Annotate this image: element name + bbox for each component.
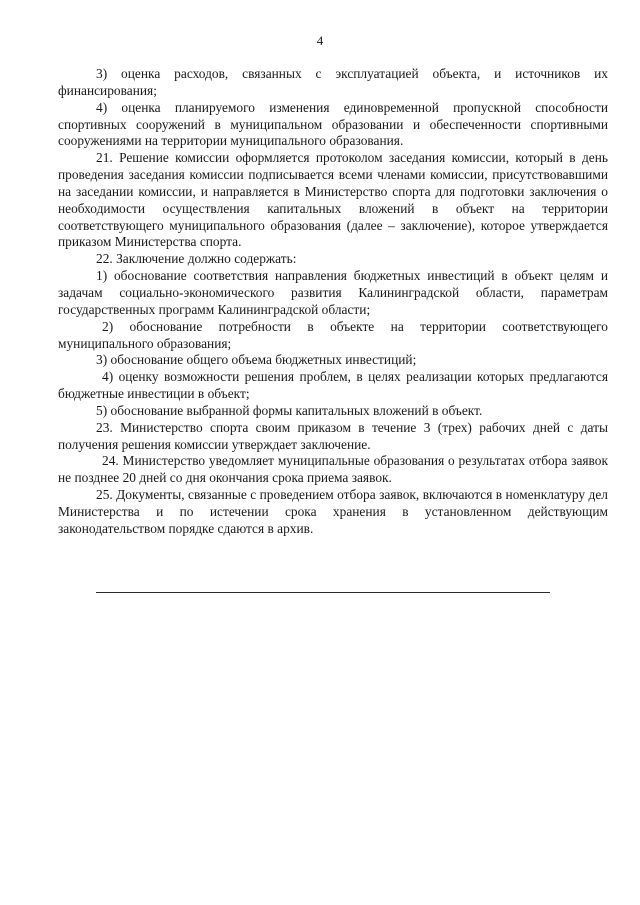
page-number: 4: [316, 33, 324, 48]
paragraph-clause-22-item-1: 1) обоснование соответствия направления бюджетных инвестиций в объект целям и задачам социально-экономического развития Калининградской области, параметрам государственных программ Калининградской области;: [58, 268, 608, 317]
paragraph-clause-23: 23. Министерство спорта своим приказом в течение 3 (трех) рабочих дней с даты получения решения комиссии утверждает заключение.: [58, 419, 608, 452]
paragraph-clause-22-item-5: 5) обоснование выбранной формы капитальных вложений в объект.: [96, 402, 483, 418]
paragraph-item-4-capacity-estimate: 4) оценка планируемого изменения единовременной пропускной способности спортивных сооружений в муниципальном образовании и обеспеченности спортивными сооружениями на территории муниципального образования.: [58, 99, 608, 149]
paragraph-clause-21: 21. Решение комиссии оформляется протоколом заседания комиссии, который в день проведения заседания комиссии подписывается всеми членами комиссии, присутствовавшими на заседании комиссии, и направляется в Министерство спорта для подготовки заключения о необходимости осуществления капитальных вложений в объект на территории соответствующего муниципального образования (далее – заключение), которое утверждается приказом Министерства спорта.: [58, 150, 608, 250]
paragraph-clause-25: 25. Документы, связанные с проведением отбора заявок, включаются в номенклатуру дел Министерства и по истечении срока хранения в установленном действующим законодательством порядке сдаются в архив.: [58, 487, 608, 536]
paragraph-clause-22-item-4: 4) оценку возможности решения проблем, в целях реализации которых предлагаются бюджетные инвестиции в объект;: [58, 369, 608, 402]
paragraph-clause-22-item-2: 2) обоснование потребности в объекте на территории соответствующего муниципального образования;: [58, 318, 608, 351]
paragraph-clause-24: 24. Министерство уведомляет муниципальные образования о результатах отбора заявок не позднее 20 дней со дня окончания срока приема заявок.: [58, 453, 608, 486]
end-of-document-divider: [96, 592, 550, 593]
paragraph-clause-22-item-3: 3) обоснование общего объема бюджетных инвестиций;: [96, 352, 417, 368]
paragraph-item-3-cost-estimate: 3) оценка расходов, связанных с эксплуатацией объекта, и источников их финансирования;: [58, 66, 608, 98]
paragraph-clause-22: 22. Заключение должно содержать:: [96, 251, 297, 267]
document-body: [58, 66, 608, 538]
